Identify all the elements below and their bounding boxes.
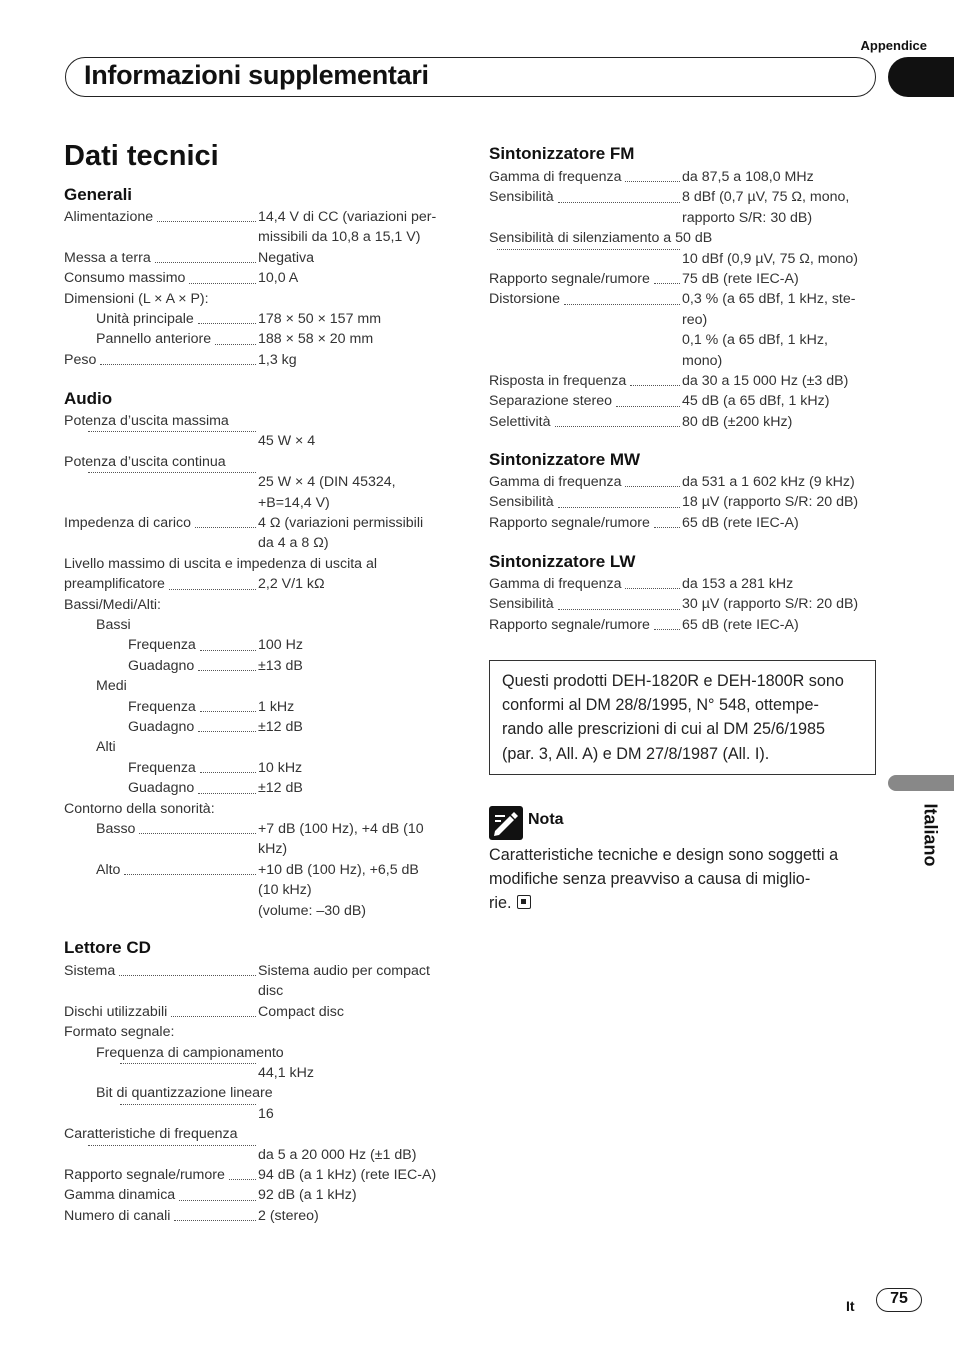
spec-value: da 531 a 1 602 kHz (9 kHz): [682, 474, 855, 490]
chapter-tab: [888, 57, 954, 97]
spec-label: Frequenza: [128, 637, 196, 654]
dot-leader: [555, 426, 680, 427]
spec-value: 18 µV (rapporto S/R: 20 dB): [682, 494, 859, 511]
spec-value: ±12 dB: [258, 780, 303, 797]
dot-leader: [124, 874, 256, 875]
chapter-title: Informazioni supplementari: [84, 60, 429, 90]
dot-leader: [564, 304, 680, 305]
note-icon: [489, 806, 523, 840]
dot-leader: [654, 527, 680, 528]
section-heading: Lettore CD: [64, 938, 151, 957]
spec-label: Rapporto segnale/rumore: [64, 1167, 225, 1183]
spec-label: Sensibilità di silenziamento a 50 dB: [489, 230, 713, 247]
spec-label: Guadagno: [128, 780, 195, 797]
spec-label: Separazione stereo: [489, 393, 613, 410]
spec-label: Risposta in frequenza: [489, 373, 627, 389]
section-label: Appendice: [860, 38, 927, 53]
language-label: Italiano: [920, 803, 941, 867]
spec-value: 2,2 V/1 kΩ: [258, 576, 325, 593]
spec-label: Dischi utilizzabili: [64, 1003, 168, 1020]
spec-label: Formato segnale:: [64, 1024, 175, 1041]
spec-label: Peso: [64, 351, 97, 368]
spec-value: 94 dB (a 1 kHz) (rete IEC-A): [258, 1167, 437, 1183]
spec-value: 45 W × 4: [258, 433, 316, 450]
note-text: [489, 843, 838, 916]
dot-leader: [120, 1104, 256, 1105]
spec-value: ±12 dB: [258, 719, 303, 735]
spec-value: 25 W × 4 (DIN 45324, +B=14,4 V): [258, 474, 396, 511]
spec-label: Frequenza: [128, 698, 196, 715]
dot-leader: [88, 1145, 256, 1146]
spec-label: Potenza d’uscita massima: [64, 413, 229, 429]
dot-leader: [215, 344, 256, 345]
spec-label: Sistema: [64, 963, 116, 979]
spec-label: Sensibilità: [489, 494, 554, 511]
spec-label: Frequenza di campionamento: [96, 1044, 284, 1061]
dot-leader: [155, 262, 256, 263]
spec-label: Gamma di frequenza: [489, 169, 622, 185]
spec-value: 10 kHz: [258, 759, 303, 776]
spec-value: 2 (stereo): [258, 1207, 319, 1224]
dot-leader: [119, 975, 256, 976]
dot-leader: [558, 202, 680, 203]
spec-label: Basso: [96, 821, 136, 837]
page-number: 75: [890, 1290, 908, 1307]
spec-value: da 153 a 281 kHz: [682, 576, 794, 592]
spec-label: Messa a terra: [64, 249, 151, 266]
spec-label: Gamma di frequenza: [489, 576, 622, 592]
dot-leader: [198, 731, 256, 732]
spec-label: Numero di canali: [64, 1207, 171, 1224]
dot-leader: [169, 589, 256, 590]
note-line: rie.: [489, 891, 838, 915]
spec-value: 65 dB (rete IEC-A): [682, 616, 799, 633]
note-heading: Nota: [528, 811, 564, 828]
notice-line: Questi prodotti DEH-1820R e DEH-1800R sono: [502, 672, 844, 690]
spec-value: ±13 dB: [258, 657, 303, 674]
spec-value: 1 kHz: [258, 698, 295, 715]
spec-label: Guadagno: [128, 719, 195, 735]
spec-value: da 30 a 15 000 Hz (±3 dB): [682, 373, 849, 389]
spec-label: Consumo massimo: [64, 270, 186, 287]
dot-leader: [625, 486, 680, 487]
dot-leader: [189, 283, 256, 284]
dot-leader: [200, 772, 256, 773]
dot-leader: [558, 507, 680, 508]
dot-leader: [157, 221, 256, 222]
spec-value: 30 µV (rapporto S/R: 20 dB): [682, 596, 859, 613]
spec-value: 44,1 kHz: [258, 1065, 314, 1081]
dot-leader: [174, 1220, 256, 1221]
spec-value: 10 dBf (0,9 µV, 75 Ω, mono): [682, 250, 858, 267]
spec-value: 80 dB (±200 kHz): [682, 413, 793, 430]
dot-leader: [654, 629, 680, 630]
notice-line: conformi al DM 28/8/1995, N° 548, ottempe-: [502, 696, 819, 715]
dot-leader: [497, 249, 680, 250]
spec-value: Compact disc: [258, 1003, 344, 1020]
spec-value: 14,4 V di CC (variazioni per- missibili da 10,8 a 15,1 V): [258, 209, 437, 246]
dot-leader: [198, 323, 256, 324]
spec-label: Rapporto segnale/rumore: [489, 271, 650, 287]
spec-value: 178 × 50 × 157 mm: [258, 311, 382, 327]
dot-leader: [654, 283, 680, 284]
spec-label: Distorsione: [489, 291, 560, 308]
dot-leader: [139, 833, 256, 834]
spec-label: Impedenza di carico: [64, 515, 191, 531]
section-heading: Generali: [64, 185, 133, 204]
spec-value: 100 Hz: [258, 637, 303, 654]
dot-leader: [195, 527, 256, 528]
spec-label: Unità principale: [96, 311, 194, 327]
page-title: Dati tecnici: [64, 140, 219, 172]
spec-value: 10,0 A: [258, 270, 299, 287]
dot-leader: [625, 588, 680, 589]
notice-line: rando alle prescrizioni di cui al DM 25/6/1985: [502, 720, 826, 739]
dot-leader: [198, 670, 256, 671]
dot-leader: [616, 406, 680, 407]
language-code: It: [846, 1298, 855, 1314]
spec-label: Livello massimo di uscita e impedenza di uscita al: [64, 555, 378, 572]
dot-leader: [171, 1016, 256, 1017]
spec-value: da 5 a 20 000 Hz (±1 dB): [258, 1146, 417, 1163]
spec-value: 45 dB (a 65 dBf, 1 kHz): [682, 393, 830, 410]
note-line: modifiche senza preavviso a causa di miglio-: [489, 870, 811, 889]
spec-label: Frequenza: [128, 759, 196, 776]
spec-label: Sensibilità: [489, 596, 554, 613]
spec-value: 92 dB (a 1 kHz): [258, 1187, 357, 1204]
dot-leader: [100, 364, 256, 365]
spec-label: Dimensioni (L × A × P):: [64, 290, 209, 307]
note-line: Caratteristiche tecniche e design sono soggetti a: [489, 846, 839, 864]
spec-label: Bassi: [96, 617, 131, 633]
spec-label: Gamma dinamica: [64, 1187, 176, 1204]
spec-value: 4 Ω (variazioni permissibili da 4 a 8 Ω): [258, 515, 424, 552]
spec-label: Rapporto segnale/rumore: [489, 616, 650, 633]
spec-label: Caratteristiche di frequenza: [64, 1126, 238, 1143]
dot-leader: [120, 1063, 256, 1064]
spec-value: +10 dB (100 Hz), +6,5 dB (10 kHz) (volume: –30 dB): [258, 861, 419, 919]
section-heading: Sintonizzatore MW: [489, 450, 641, 469]
spec-label: preamplificatore: [64, 576, 165, 593]
spec-value: da 87,5 a 108,0 MHz: [682, 169, 814, 185]
dot-leader: [179, 1200, 256, 1201]
dot-leader: [200, 650, 256, 651]
spec-value: Negativa: [258, 249, 314, 266]
spec-value: 65 dB (rete IEC-A): [682, 514, 799, 531]
spec-label: Alti: [96, 739, 116, 756]
dot-leader: [558, 609, 680, 610]
section-heading: Sintonizzatore LW: [489, 552, 636, 571]
language-tab: [888, 775, 954, 791]
dot-leader: [198, 793, 256, 794]
notice-text: [502, 669, 872, 766]
section-heading: Audio: [64, 389, 113, 408]
spec-label: Bassi/Medi/Alti:: [64, 596, 161, 613]
spec-value: 16: [258, 1105, 274, 1122]
spec-value: 8 dBf (0,7 µV, 75 Ω, mono, rapporto S/R: 30 dB): [682, 189, 850, 226]
spec-label: Alto: [96, 861, 121, 878]
spec-value: Sistema audio per compact disc: [258, 963, 430, 1000]
dot-leader: [88, 472, 256, 473]
dot-leader: [88, 431, 256, 432]
spec-label: Pannello anteriore: [96, 331, 212, 348]
spec-label: Contorno della sonorità:: [64, 800, 215, 817]
notice-line: (par. 3, All. A) e DM 27/8/1987 (All. I).: [502, 744, 770, 763]
section-heading: Sintonizzatore FM: [489, 144, 635, 163]
end-mark-icon: [517, 895, 531, 909]
spec-value: 0,3 % (a 65 dBf, 1 kHz, ste- reo) 0,1 % (a 65 dBf, 1 kHz, mono): [682, 291, 856, 369]
spec-label: Potenza d’uscita continua: [64, 453, 226, 470]
spec-value: +7 dB (100 Hz), +4 dB (10 kHz): [258, 821, 424, 858]
spec-value: 75 dB (rete IEC-A): [682, 271, 799, 287]
spec-label: Medi: [96, 678, 127, 695]
spec-label: Sensibilità: [489, 189, 554, 206]
spec-label: Gamma di frequenza: [489, 474, 622, 490]
spec-label: Bit di quantizzazione lineare: [96, 1085, 273, 1102]
dot-leader: [625, 181, 680, 182]
spec-value: 1,3 kg: [258, 351, 297, 368]
dot-leader: [630, 385, 680, 386]
spec-value: 188 × 58 × 20 mm: [258, 331, 374, 348]
spec-label: Rapporto segnale/rumore: [489, 514, 650, 531]
dot-leader: [229, 1179, 256, 1180]
spec-label: Alimentazione: [64, 209, 154, 225]
spec-label: Selettività: [489, 413, 551, 430]
dot-leader: [200, 711, 256, 712]
spec-label: Guadagno: [128, 657, 195, 674]
